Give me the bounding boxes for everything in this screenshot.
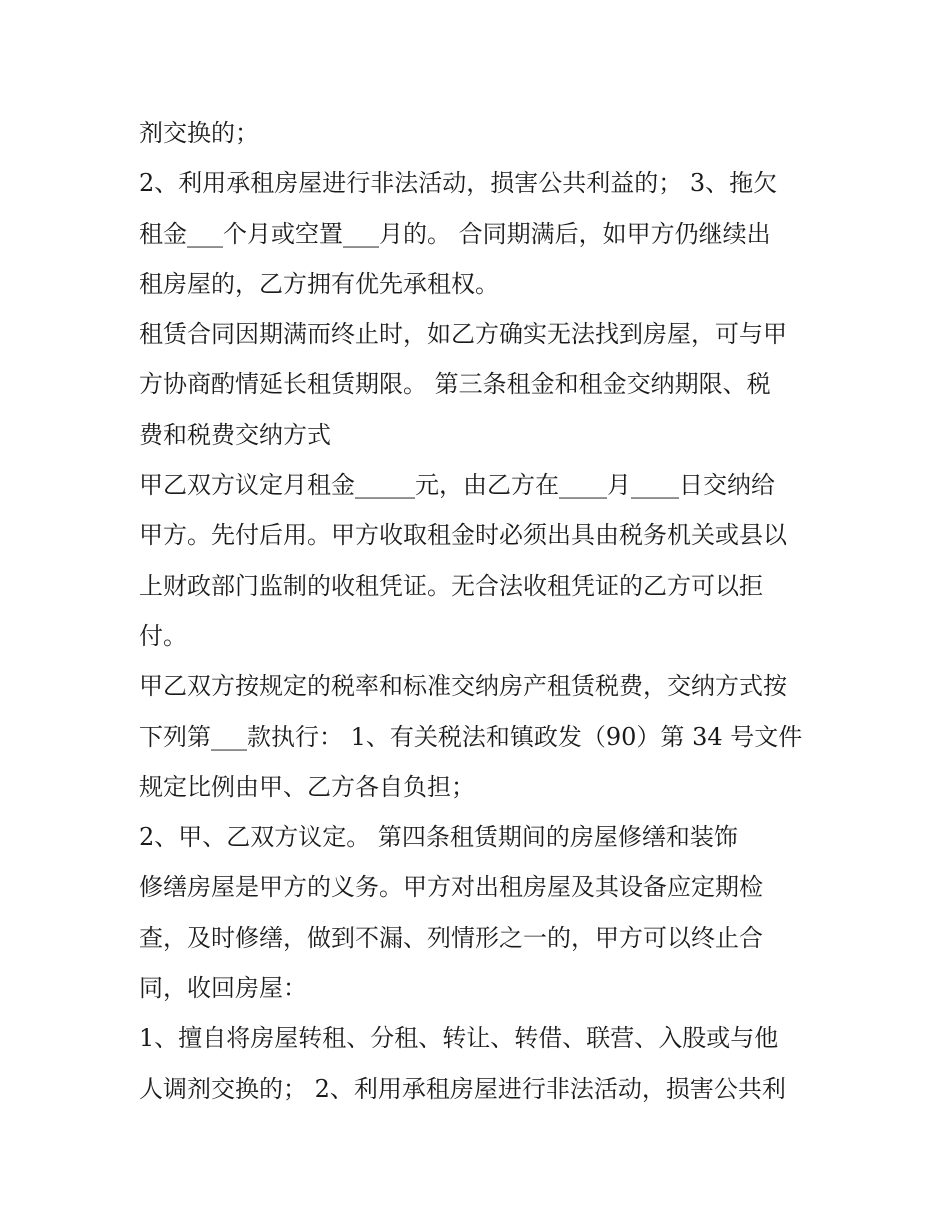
text-line: 甲乙双方议定月租金_____元，由乙方在____月____日交纳给 xyxy=(139,471,775,500)
text-line: 甲方。先付后用。甲方收取租金时必须出具由税务机关或县以 xyxy=(139,521,787,550)
text-line: 租赁合同因期满而终止时，如乙方确实无法找到房屋，可与甲 xyxy=(139,320,787,349)
text-line: 同，收回房屋： xyxy=(139,974,307,1003)
document-body xyxy=(139,108,829,1114)
text-line: 甲乙双方按规定的税率和标准交纳房产租赁税费，交纳方式按 xyxy=(139,672,787,701)
text-line: 修缮房屋是甲方的义务。甲方对出租房屋及其设备应定期检 xyxy=(139,873,763,902)
text-line: 费和税费交纳方式 xyxy=(139,420,331,449)
text-line: 上财政部门监制的收租凭证。无合法收租凭证的乙方可以拒 xyxy=(139,571,763,600)
text-line: 方协商酌情延长租赁期限。 第三条租金和租金交纳期限、税 xyxy=(139,370,771,399)
text-line: 租金___个月或空置___月的。 合同期满后，如甲方仍继续出 xyxy=(139,219,771,248)
text-line: 人调剂交换的； 2、利用承租房屋进行非法活动，损害公共利 xyxy=(139,1074,786,1103)
text-line: 1、擅自将房屋转租、分租、转让、转借、联营、入股或与他 xyxy=(139,1024,779,1053)
text-line: 2、利用承租房屋进行非法活动，损害公共利益的； 3、拖欠 xyxy=(139,169,778,198)
text-line: 付。 xyxy=(139,621,187,650)
text-line: 2、甲、乙双方议定。 第四条租赁期间的房屋修缮和装饰 xyxy=(139,823,738,852)
text-line: 规定比例由甲、乙方各自负担； xyxy=(139,772,475,801)
text-line: 租房屋的，乙方拥有优先承租权。 xyxy=(139,269,499,298)
text-line: 查，及时修缮，做到不漏、列情形之一的，甲方可以终止合 xyxy=(139,923,763,952)
text-line: 下列第___款执行： 1、有关税法和镇政发（90）第 34 号文件 xyxy=(139,722,803,751)
text-line: 剂交换的； xyxy=(139,119,259,147)
